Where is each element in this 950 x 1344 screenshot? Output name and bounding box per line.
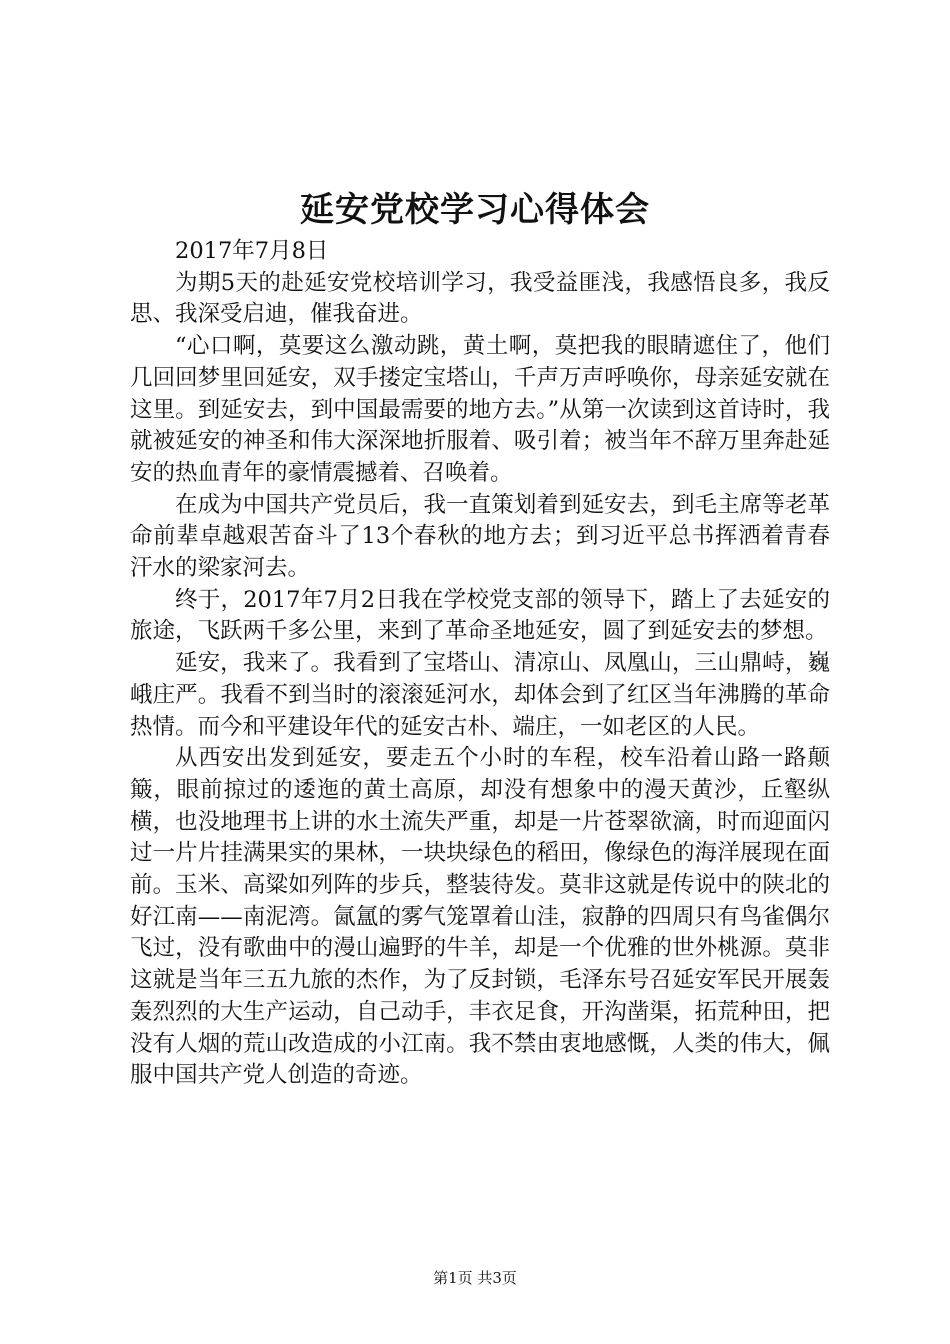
paragraph: 为期5天的赴延安党校培训学习，我受益匪浅，我感悟良多，我反思、我深受启迪，催我奋进。 <box>130 269 830 328</box>
paragraph: 在成为中国共产党员后，我一直策划着到延安去，到毛主席等老革命前辈卓越艰苦奋斗了13个春秋的地方去；到习近平总书挥洒着青春汗水的梁家河去。 <box>130 491 830 582</box>
paragraph: “心口啊，莫要这么激动跳，黄土啊，莫把我的眼睛遮住了，他们几回回梦里回延安，双手搂定宝塔山，千声万声呼唤你，母亲延安就在这里。到延安去，到中国最需要的地方去。”从第一次读到这首诗时，我就被延安的神圣和伟大深深地折服着、吸引着；被当年不辞万里奔赴延安的热血青年的豪情震撼着、召唤着。 <box>130 333 830 486</box>
date-line: 2017年7月8日 <box>175 238 329 264</box>
document-body <box>130 236 830 1092</box>
page-footer: 第1页 共3页 <box>433 1269 517 1287</box>
paragraph: 终于，2017年7月2日我在学校党支部的领导下，踏上了去延安的旅途，飞跃两千多公里，来到了革命圣地延安，圆了到延安去的梦想。 <box>130 586 830 645</box>
paragraph: 从西安出发到延安，要走五个小时的车程，校车沿着山路一路颠簸，眼前掠过的逶迤的黄土高原，却没有想象中的漫天黄沙，丘壑纵横，也没地理书上讲的水土流失严重，却是一片苍翠欲滴，时而迎面闪过一片片挂满果实的果林，一块块绿色的稻田，像绿色的海洋展现在面前。玉米、高粱如列阵的步兵，整装待发。莫非这就是传说中的陕北的好江南——南泥湾。氤氲的雾气笼罩着山洼，寂静的四周只有鸟雀偶尔飞过，没有歌曲中的漫山遍野的牛羊，却是一个优雅的世外桃源。莫非这就是当年三五九旅的杰作，为了反封锁，毛泽东号召延安军民开展轰轰烈烈的大生产运动，自己动手，丰衣足食，开沟凿渠，拓荒种田，把没有人烟的荒山改造成的小江南。我不禁由衷地感慨，人类的伟大，佩服中国共产党人创造的奇迹。 <box>130 745 830 1089</box>
document-title: 延安党校学习心得体会 <box>300 190 650 230</box>
paragraph: 延安，我来了。我看到了宝塔山、清凉山、凤凰山，三山鼎峙，巍峨庄严。我看不到当时的滚滚延河水，却体会到了红区当年沸腾的革命热情。而今和平建设年代的延安古朴、端庄，一如老区的人民。 <box>130 650 830 740</box>
